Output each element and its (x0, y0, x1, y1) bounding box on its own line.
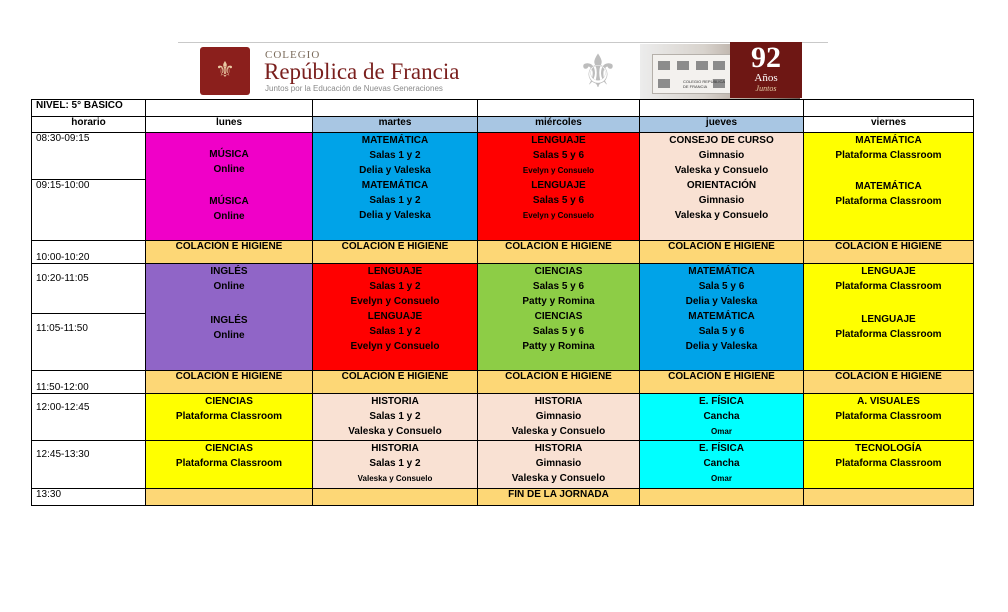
subject: LENGUAJE (861, 266, 916, 277)
period-row (32, 441, 974, 489)
class-cell-lunes (146, 264, 313, 371)
fin-jornada-cell: FIN DE LA JORNADA (478, 489, 640, 506)
colacion-cell: COLACIÓN E HIGIENE (478, 241, 640, 264)
location: Cancha (703, 458, 740, 469)
subject: TECNOLOGÍA (855, 443, 922, 454)
teachers: Evelyn y Consuelo (350, 341, 440, 352)
school-crest-logo (200, 47, 250, 95)
teachers: Patty y Romina (522, 341, 595, 352)
subject: CIENCIAS (205, 443, 253, 454)
subject: MATEMÁTICA (361, 180, 429, 191)
colacion-cell: COLACIÓN E HIGIENE (313, 371, 478, 394)
teachers: Valeska y Consuelo (511, 426, 606, 437)
building-sign: COLEGIO REPÚBLICA DE FRANCIA (683, 79, 725, 89)
subject: LENGUAJE (531, 180, 586, 191)
subject: ORIENTACIÓN (686, 180, 757, 191)
empty-cell (478, 100, 640, 117)
teachers: Valeska y Consuelo (357, 474, 433, 483)
schedule-table (31, 99, 974, 506)
location: Salas 1 y 2 (369, 458, 421, 469)
empty-cell (804, 100, 974, 117)
building-facade (652, 54, 732, 94)
class-cell-martes (313, 264, 478, 371)
header-viernes: viernes (804, 117, 974, 133)
teachers: Delia y Valeska (685, 341, 758, 352)
teachers: Patty y Romina (522, 296, 595, 307)
location: Gimnasio (698, 150, 745, 161)
class-cell-viernes (804, 441, 974, 489)
class-cell-viernes (804, 394, 974, 441)
location: Plataforma Classroom (835, 196, 942, 207)
colacion-cell: COLACIÓN E HIGIENE (640, 371, 804, 394)
subject: MATEMÁTICA (688, 311, 755, 322)
subject: HISTORIA (371, 396, 419, 407)
location: Cancha (703, 411, 740, 422)
subject: LENGUAJE (367, 311, 423, 322)
colacion-cell: COLACIÓN E HIGIENE (313, 241, 478, 264)
subject: E. FÍSICA (698, 443, 744, 454)
anniversary-badge (730, 42, 802, 98)
anniversary-years: Años (754, 72, 778, 84)
colacion-cell: COLACIÓN E HIGIENE (146, 241, 313, 264)
location: Gimnasio (698, 195, 745, 206)
period-row (32, 133, 974, 180)
location: Gimnasio (535, 458, 582, 469)
time-cell: 08:30-09:15 (32, 133, 146, 180)
subject: MÚSICA (209, 196, 249, 207)
empty-cell (640, 100, 804, 117)
location: Sala 5 y 6 (698, 281, 745, 292)
class-cell-martes (313, 133, 478, 241)
time-cell: 10:00-10:20 (32, 241, 146, 264)
subject: INGLÉS (210, 266, 248, 277)
location: Plataforma Classroom (175, 411, 283, 422)
location: Sala 5 y 6 (698, 326, 745, 337)
subject: LENGUAJE (367, 266, 423, 277)
colacion-cell: COLACIÓN E HIGIENE (146, 371, 313, 394)
teachers: Evelyn y Consuelo (350, 296, 440, 307)
header-martes: martes (313, 117, 478, 133)
location: Salas 1 y 2 (369, 281, 421, 292)
subject: MATEMÁTICA (855, 135, 922, 146)
empty-cell (146, 100, 313, 117)
subject: HISTORIA (371, 443, 419, 454)
colacion-cell: COLACIÓN E HIGIENE (478, 371, 640, 394)
time-cell: 11:05-11:50 (32, 314, 146, 371)
end-cell (313, 489, 478, 506)
location: Plataforma Classroom (175, 458, 283, 469)
time-cell: 12:00-12:45 (32, 394, 146, 441)
end-cell (146, 489, 313, 506)
teachers: Omar (711, 474, 732, 483)
class-cell-miercoles (478, 133, 640, 241)
class-cell-martes (313, 394, 478, 441)
class-cell-jueves (640, 394, 804, 441)
teachers: Valeska y Consuelo (674, 210, 769, 221)
end-cell (804, 489, 974, 506)
teachers: Valeska y Consuelo (511, 473, 606, 484)
subject: CIENCIAS (205, 396, 253, 407)
subject: LENGUAJE (861, 314, 916, 325)
location: Plataforma Classroom (835, 281, 942, 292)
header-miercoles: miércoles (478, 117, 640, 133)
location: Online (213, 211, 245, 222)
teachers: Valeska y Consuelo (348, 426, 442, 437)
teachers: Evelyn y Consuelo (522, 211, 595, 220)
fleur-de-lis-watermark-icon: ⚜ (577, 44, 619, 98)
anniversary-number: 92 (751, 41, 781, 74)
time-cell: 10:20-11:05 (32, 264, 146, 314)
location: Online (213, 330, 245, 341)
class-cell-lunes (146, 394, 313, 441)
class-cell-viernes (804, 133, 974, 241)
nivel-row (32, 100, 974, 117)
colacion-row (32, 371, 974, 394)
school-tagline: Juntos por la Educación de Nuevas Generaciones (265, 84, 443, 93)
class-cell-jueves (640, 264, 804, 371)
teachers: Omar (711, 427, 732, 436)
location: Plataforma Classroom (835, 329, 942, 340)
location: Salas 5 y 6 (532, 326, 585, 337)
class-cell-lunes (146, 441, 313, 489)
location: Plataforma Classroom (835, 411, 942, 422)
colegio-label: COLEGIO (265, 49, 321, 61)
colacion-cell: COLACIÓN E HIGIENE (640, 241, 804, 264)
header-lunes: lunes (146, 117, 313, 133)
location: Salas 5 y 6 (532, 150, 585, 161)
end-row (32, 489, 974, 506)
colacion-cell: COLACIÓN E HIGIENE (804, 371, 974, 394)
location: Salas 5 y 6 (532, 195, 585, 206)
location: Plataforma Classroom (835, 458, 942, 469)
class-cell-jueves (640, 441, 804, 489)
anniversary-juntos: Juntos (755, 84, 777, 93)
teachers: Valeska y Consuelo (674, 165, 769, 176)
subject: A. VISUALES (857, 396, 920, 407)
colacion-cell: COLACIÓN E HIGIENE (804, 241, 974, 264)
header-jueves: jueves (640, 117, 804, 133)
teachers: Delia y Valeska (359, 210, 431, 221)
location: Salas 1 y 2 (369, 195, 421, 206)
location: Salas 5 y 6 (532, 281, 585, 292)
location: Plataforma Classroom (835, 150, 942, 161)
subject: MATEMÁTICA (688, 266, 755, 277)
location: Salas 1 y 2 (369, 411, 421, 422)
subject: E. FÍSICA (698, 396, 744, 407)
class-cell-jueves (640, 133, 804, 241)
time-cell: 12:45-13:30 (32, 441, 146, 489)
colacion-row (32, 241, 974, 264)
period-row (32, 394, 974, 441)
empty-cell (313, 100, 478, 117)
teachers: Evelyn y Consuelo (522, 166, 595, 175)
fleur-de-lis-icon: ⚜ (215, 58, 235, 83)
subject: INGLÉS (210, 315, 248, 326)
header-horario: horario (32, 117, 146, 133)
time-cell: 13:30 (32, 489, 146, 506)
school-name: República de Francia (264, 59, 460, 84)
subject: MATEMÁTICA (855, 181, 922, 192)
location: Gimnasio (535, 411, 582, 422)
subject: CIENCIAS (534, 266, 583, 277)
class-cell-miercoles (478, 441, 640, 489)
location: Salas 1 y 2 (369, 150, 421, 161)
subject: MATEMÁTICA (361, 135, 429, 146)
teachers: Delia y Valeska (359, 165, 431, 176)
subject: HISTORIA (534, 443, 583, 454)
time-cell: 09:15-10:00 (32, 180, 146, 241)
class-cell-miercoles (478, 264, 640, 371)
subject: HISTORIA (534, 396, 583, 407)
class-cell-lunes (146, 133, 313, 241)
location: Online (213, 281, 245, 292)
subject: CIENCIAS (534, 311, 583, 322)
nivel-label: NIVEL: 5° BÁSICO (32, 100, 146, 117)
subject: MÚSICA (209, 149, 249, 160)
location: Online (213, 164, 245, 175)
period-row (32, 264, 974, 314)
subject: LENGUAJE (531, 135, 586, 146)
time-cell: 11:50-12:00 (32, 371, 146, 394)
header-row (32, 117, 974, 133)
school-header (178, 42, 828, 100)
class-cell-martes (313, 441, 478, 489)
location: Salas 1 y 2 (369, 326, 421, 337)
class-cell-miercoles (478, 394, 640, 441)
subject: CONSEJO DE CURSO (669, 135, 774, 146)
end-cell (640, 489, 804, 506)
class-cell-viernes (804, 264, 974, 371)
teachers: Delia y Valeska (685, 296, 758, 307)
